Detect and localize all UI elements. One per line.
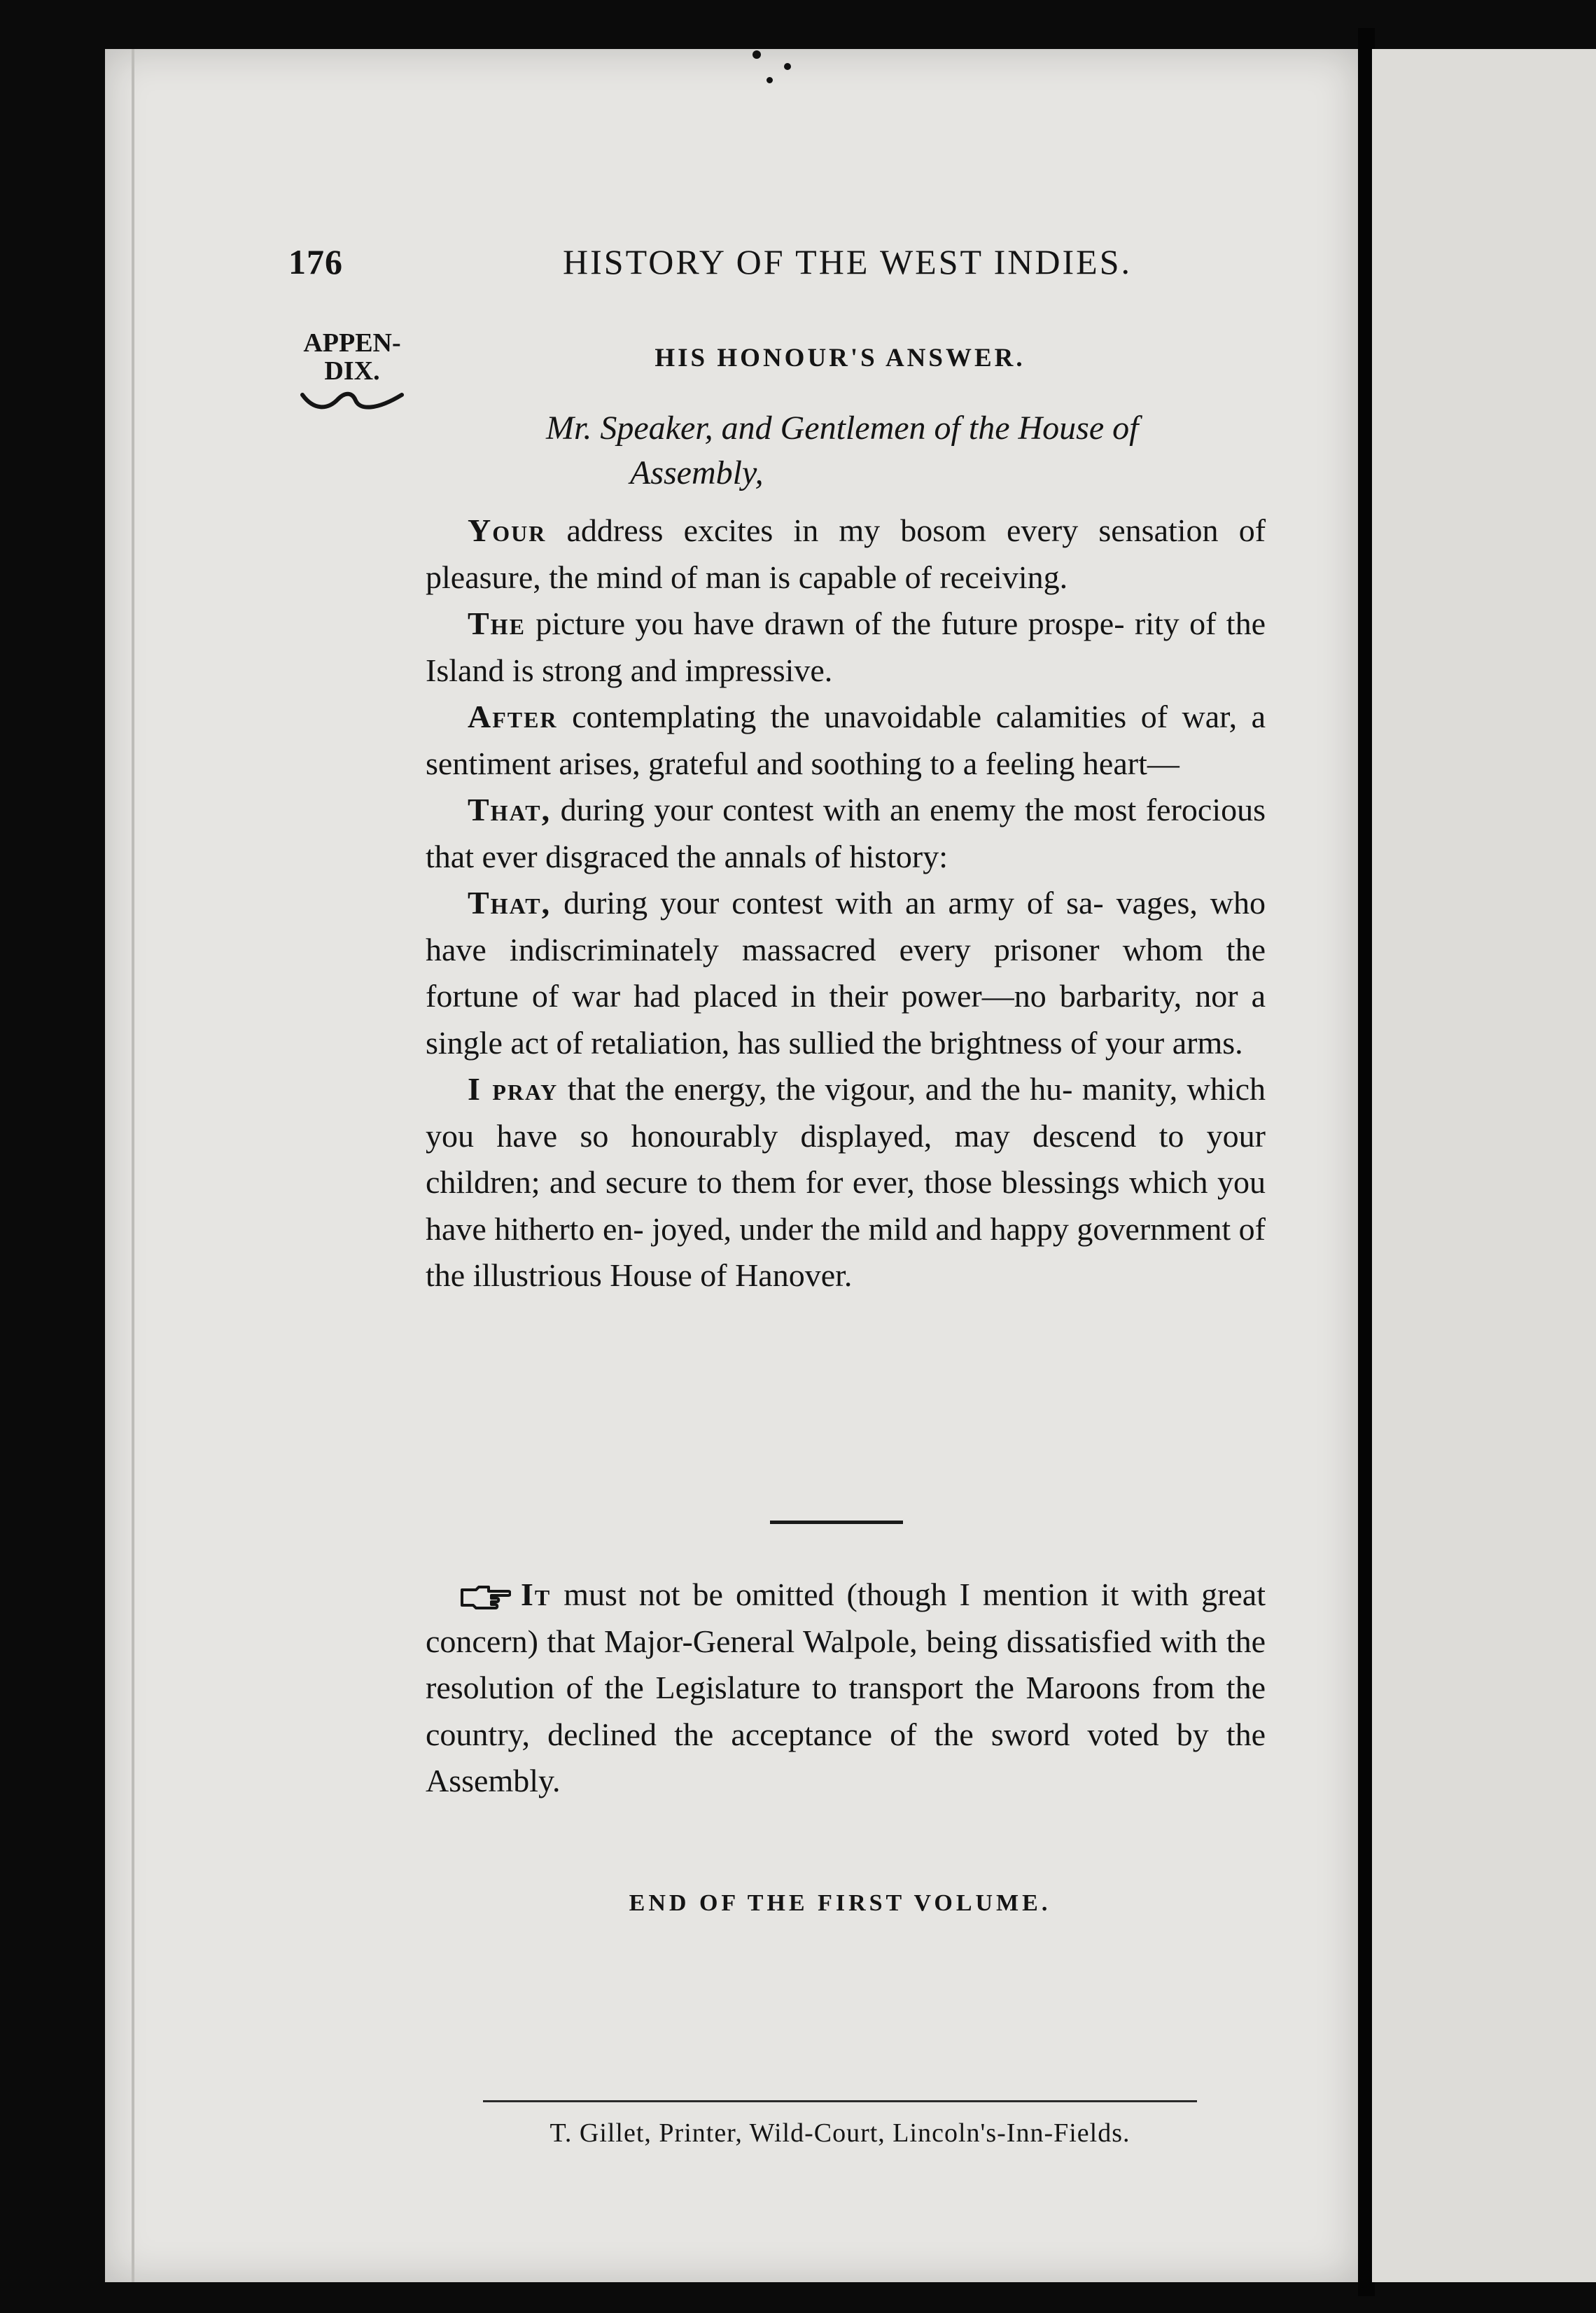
paragraph [426, 694, 1266, 787]
running-title: HISTORY OF THE WEST INDIES. [563, 242, 1133, 281]
paragraph-line: of pleasure, the mind of man is capable of receiving. [426, 512, 1266, 595]
paragraph-line: of war, a sentiment arises, grateful and soothing to a [426, 699, 1266, 781]
printer-imprint: T. Gillet, Printer, Wild-Court, Lincoln's-Inn-Fields. [550, 2118, 1130, 2148]
editorial-note [426, 1572, 1266, 1805]
imprint-rule [483, 2100, 1197, 2102]
marginal-note [286, 329, 419, 413]
salutation-line-1: Mr. Speaker, and Gentlemen of the House of [546, 410, 1139, 447]
paragraph-line: may descend to your children; and secure to them [426, 1117, 1266, 1200]
paragraph-lead: I pray [468, 1071, 559, 1107]
note-line: to transport the Maroons from the country, declined [426, 1670, 1266, 1752]
paragraph-line: for ever, those blessings which you have hitherto en- [426, 1164, 1266, 1247]
section-heading: HIS HONOUR'S ANSWER. [654, 344, 1026, 372]
pointing-hand-icon [461, 1586, 511, 1609]
note-line: the acceptance of the sword voted by the Assembly. [426, 1716, 1266, 1798]
paragraph-line: power—no barbarity, nor a single act of retaliation, [426, 978, 1266, 1061]
paragraph-line: vages, who have indiscriminately massacred every [426, 885, 1266, 967]
paragraph-lead: That, [468, 792, 552, 827]
paragraph [426, 1572, 1266, 1805]
salutation [420, 406, 1267, 496]
section-divider [770, 1521, 903, 1524]
paragraph-lead: That, [468, 885, 552, 921]
note-line: must not be omitted (though I mention it [564, 1577, 1119, 1612]
end-of-volume: END OF THE FIRST VOLUME. [629, 1890, 1051, 1916]
paragraph-line: feeling heart— [985, 745, 1180, 781]
running-head [288, 242, 1261, 291]
paragraph [426, 880, 1266, 1066]
paragraph-line: rity of the Island is strong and impressive. [426, 606, 1266, 688]
paragraph [426, 787, 1266, 880]
paragraph-lead: Your [468, 512, 547, 548]
paragraph-lead: After [468, 699, 558, 734]
answer-body [426, 508, 1266, 1299]
note-line: with great concern) that Major-General Walpole, [426, 1577, 1266, 1659]
page-edge-line [132, 49, 134, 2282]
salutation-line-2: Assembly, [630, 454, 764, 491]
paragraph-line: illustrious House of Hanover. [472, 1257, 853, 1293]
marginal-note-line-2: DIX. [324, 356, 380, 386]
ink-speck [766, 77, 773, 83]
ink-speck [784, 63, 791, 70]
marginal-note-line-1: APPEN- [303, 328, 401, 358]
ink-speck [752, 50, 761, 59]
flourish-ornament [300, 389, 405, 413]
paragraph-line: contemplating the unavoidable calamities [572, 699, 1127, 734]
paragraph-line: picture you have drawn of the future prospe- [536, 606, 1125, 641]
paragraph-line: has sullied the brightness of your arms. [737, 1024, 1243, 1061]
page-number: 176 [288, 242, 343, 281]
paragraph-line: prisoner whom the fortune of war had placed in their [426, 931, 1266, 1014]
note-line: being dissatisfied with the resolution of the Legislature [426, 1623, 1266, 1705]
paragraph [426, 601, 1266, 694]
paragraph-line: joyed, under the mild and happy government of the [426, 1210, 1266, 1293]
paragraph-line: address excites in my bosom every sensation [566, 512, 1219, 548]
paragraph-lead: The [468, 606, 526, 641]
paragraph [426, 1066, 1266, 1299]
paragraph-line: ferocious that ever disgraced the annals of history: [426, 792, 1266, 874]
paragraph-line: manity, which you have so honourably displayed, [426, 1071, 1266, 1154]
paragraph-line: during your contest with an enemy the most [560, 792, 1137, 827]
paragraph [426, 508, 1266, 601]
facing-page-edge [1372, 49, 1596, 2282]
paragraph-line: during your contest with an army of sa- [564, 885, 1104, 921]
paragraph-line: that the energy, the vigour, and the hu- [567, 1071, 1073, 1107]
note-lead: It [521, 1577, 552, 1612]
